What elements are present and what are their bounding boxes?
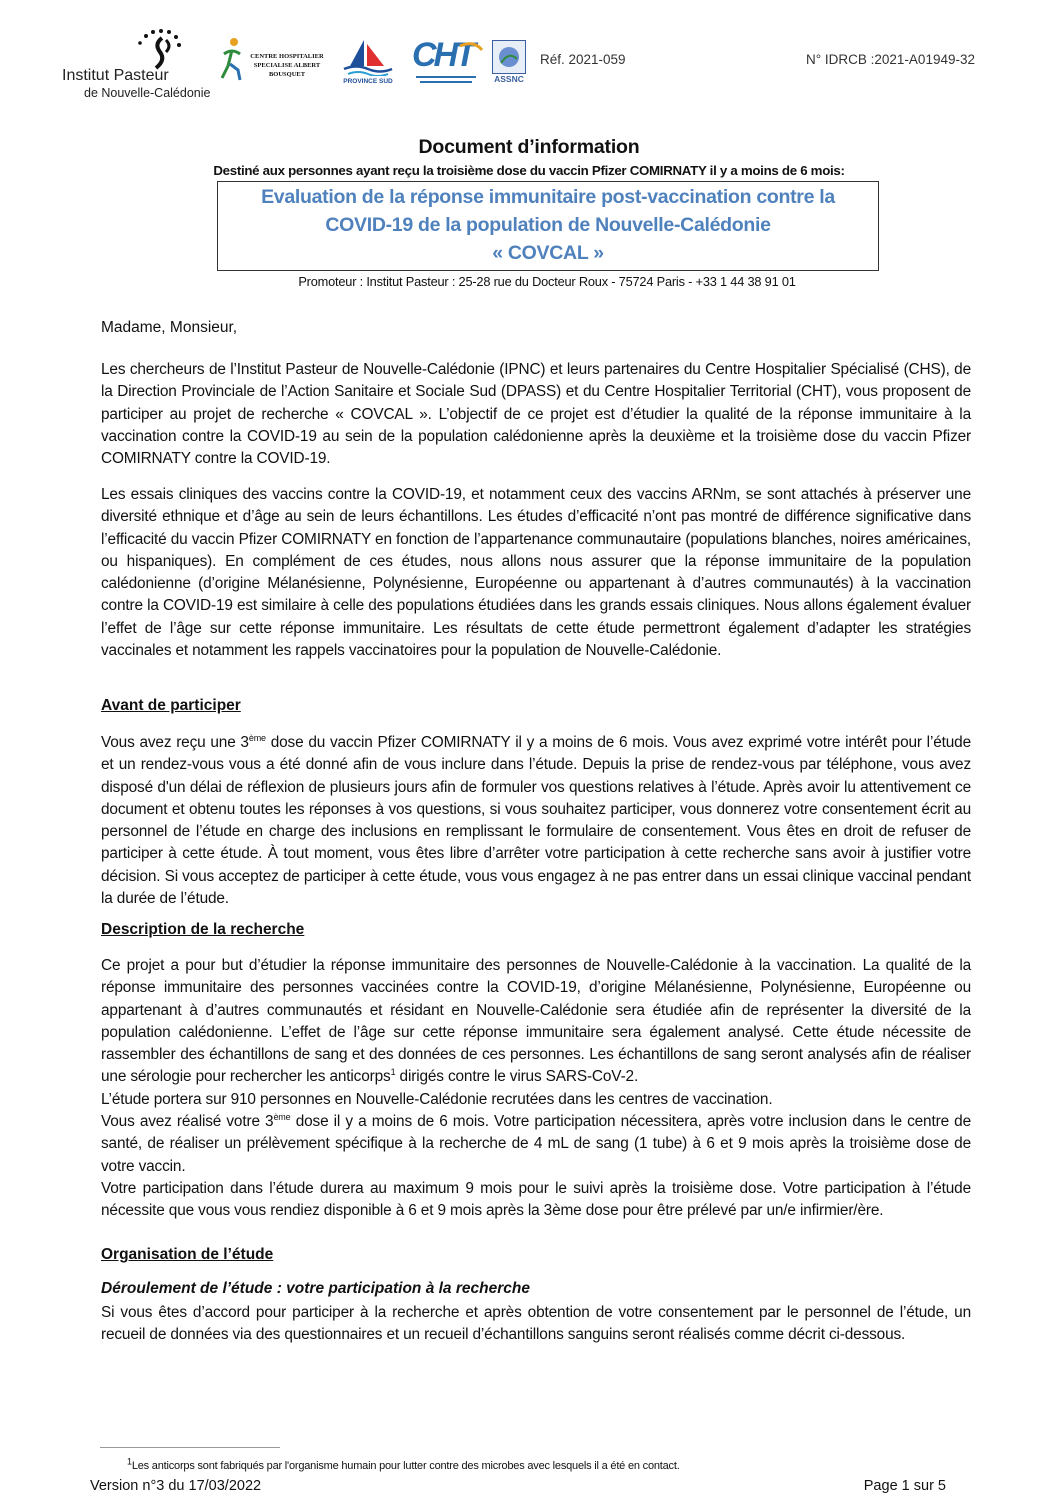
description-p3-sup: ème [273, 1111, 291, 1122]
document-subtitle: Destiné aux personnes ayant reçu la troisième dose du vaccin Pfizer COMIRNATY il y a moins de 6 mois: [213, 163, 845, 178]
logo-ip-line2: de Nouvelle-Calédonie [84, 86, 211, 100]
footnote-mark: 1 [127, 1456, 132, 1467]
section-subheading-deroulement: Déroulement de l’étude : votre participation à la recherche [101, 1280, 530, 1297]
intro-paragraph-2: Les essais cliniques des vaccins contre la COVID-19, et notamment ceux des vaccins ARNm, se sont attachés à préserver une diversité ethnique et d’âge au sein de leurs échantillons. Les études d’efficacité n’ont pas montré de différence significative dans l’efficacité du vaccin Pfizer COMIRNATY en fonction de l’appartenance communautaire (populations blanches, noires américaines, ou hispaniques). En complément de ces études, nous allons nous assurer que la réponse immunitaire de la population calédonienne (d’origine Mélanésienne, Polynésienne, Européenne ou appartenant à d’autres communautés) à la vaccination contre la COVID-19 est similaire à celle des populations étudiées dans les grands essais cliniques. Nous allons également évaluer l’effet de l’âge sur cette réponse immunitaire. Les résultats de cette étude permettront également d’adapter les stratégies vaccinales et notamment les rappels vaccinatoires pour la population de Nouvelle-Calédonie. [101, 486, 971, 660]
description-paragraph-2: L’étude portera sur 910 personnes en Nouvelle-Calédonie recrutées dans les centres de vaccination. [101, 1091, 773, 1108]
study-title-line1: Evaluation de la réponse immunitaire post-vaccination contre la [261, 186, 835, 208]
description-p1-a: Ce projet a pour but d’étudier la réponse immunitaire des personnes de Nouvelle-Calédonie à la vaccination. La qualité de la réponse immunitaire des personnes vaccinées contre la COVID-19, d’origine Mélanésienne, Polynésienne, Européenne ou appartenant à d’autres communautés et résidant en Nouvelle-Calédonie sera étudiée afin de représenter la diversité de la population calédonienne. L’effet de l’âge sur cette réponse immunitaire sera également analysé. Cette étude nécessite de rassembler des échantillons de sang et des données de ces personnes. Les échantillons de sang seront analysés afin de réaliser une sérologie pour rechercher les anticorps [101, 957, 971, 1086]
footer-version: Version n°3 du 17/03/2022 [90, 1478, 262, 1494]
section-heading-organisation: Organisation de l’étude [101, 1246, 274, 1263]
avant-text-a: Vous avez reçu une 3 [101, 734, 249, 751]
promoteur-line: Promoteur : Institut Pasteur : 25-28 rue du Docteur Roux - 75724 Paris - +33 1 44 38 91 01 [298, 274, 796, 289]
chs-logo [218, 36, 330, 86]
footnote-ref: 1 [390, 1067, 396, 1078]
study-title-line2: COVID-19 de la population de Nouvelle-Calédonie [325, 214, 771, 236]
assnc-logo [492, 40, 526, 88]
study-title-line3: « COVCAL » [492, 242, 604, 264]
assnc-text: ASSNC [494, 74, 524, 84]
organisation-paragraph: Si vous êtes d’accord pour participer à la recherche et après obtention de votre consentement par le personnel de l’étude, un recueil de données via des questionnaires et un recueil d’échantillons sanguins seront réalisés comme décrit ci-dessous. [101, 1304, 971, 1344]
footnote-separator [100, 1447, 280, 1448]
pasteur-emblem-icon [62, 28, 202, 72]
description-p1-b: dirigés contre le virus SARS-CoV-2. [395, 1068, 639, 1086]
chs-logo-text: CENTRE HOSPITALIER SPECIALISE ALBERT BOUSQUET [250, 53, 324, 78]
assnc-badge-icon [492, 40, 526, 74]
salutation: Madame, Monsieur, [101, 319, 238, 336]
reference-number: Réf. 2021-059 [540, 52, 626, 67]
description-p3-a: Vous avez réalisé votre 3 [101, 1113, 274, 1130]
chs-figure-icon [218, 36, 246, 84]
avant-sup: ème [248, 732, 266, 743]
province-sud-text: PROVINCE SUD [343, 78, 393, 85]
description-paragraph-1 [101, 955, 971, 1089]
idrcb-number: N° IDRCB :2021-A01949-32 [806, 52, 975, 67]
description-p3-b: dose il y a moins de 6 mois. Votre participation nécessitera, après votre inclusion dans le centre de santé, de réaliser un prélèvement spécifique à la recherche de 4 mL de sang (1 tube) à 6 et 9 mois après la troisième dose de votre vaccin. [101, 1113, 971, 1175]
section-avant-paragraph [101, 732, 971, 910]
avant-text-b: dose du vaccin Pfizer COMIRNATY il y a moins de 6 mois. Vous avez exprimé votre intérêt pour l’étude et un rendez-vous vous a été donné afin de vous inclure dans l’étude. Depuis la prise de rendez-vous par téléphone, vous avez disposé d'un délai de réflexion de plusieurs jours afin de formuler vos questions relatives à l’étude. Après avoir lu attentivement ce document et obtenu toutes les réponses à vos questions, si vous souhaitez participer, vous donnerez votre consentement écrit au personnel de l’étude en charge des inclusions en remplissant le formulaire de consentement. Vous êtes en droit de refuser de participer à cette étude. À tout moment, vous êtes libre d’arrêter votre participation à cette recherche sans avoir à justifier votre décision. Si vous acceptez de participer à cette étude, vous vous engagez à ne pas entrer dans un essai clinique vaccinal pendant la durée de l’étude. [101, 734, 971, 908]
province-sud-logo [340, 38, 396, 88]
logo-ip-line1: Institut Pasteur [62, 67, 169, 84]
description-paragraph-4: Votre participation dans l’étude durera au maximum 9 mois pour le suivi après la troisième dose. Votre participation à l’étude nécessite que vous vous rendiez disponible à 6 et 9 mois après la 3ème dose pour être prélevé par un/e infirmier/ère. [101, 1180, 971, 1220]
description-paragraph-3 [101, 1111, 971, 1178]
section-heading-avant: Avant de participer [101, 697, 241, 714]
study-title-box [217, 181, 879, 271]
intro-paragraph-1: Les chercheurs de l’Institut Pasteur de Nouvelle-Calédonie (IPNC) et leurs partenaires du Centre Hospitalier Spécialisé (CHS), de la Direction Provinciale de l’Action Sanitaire et Sociale Sud (DPASS) et du Centre Hospitalier Territorial (CHT), vous proposent de participer au projet de recherche « COVCAL ». L’objectif de ce projet est d’étudier la qualité de la réponse immunitaire à la vaccination contre la COVID-19 au sein de la population calédonienne après la deuxième et la troisième dose du vaccin Pfizer COMIRNATY contre la COVID-19. [101, 361, 971, 468]
cht-swoosh-icon [410, 38, 486, 88]
document-title: Document d’information [418, 136, 640, 158]
cht-logo [410, 38, 486, 88]
sailboat-icon [340, 38, 396, 76]
footer-page-number: Page 1 sur 5 [863, 1478, 946, 1494]
footnote-text: Les anticorps sont fabriqués par l'organisme humain pour lutter contre des microbes avec lesquels il a été en contact. [131, 1460, 680, 1472]
footnote [127, 1456, 680, 1472]
section-heading-description: Description de la recherche [101, 921, 305, 938]
cht-logo-text: CHT [412, 36, 473, 74]
institut-pasteur-logo [62, 28, 211, 100]
